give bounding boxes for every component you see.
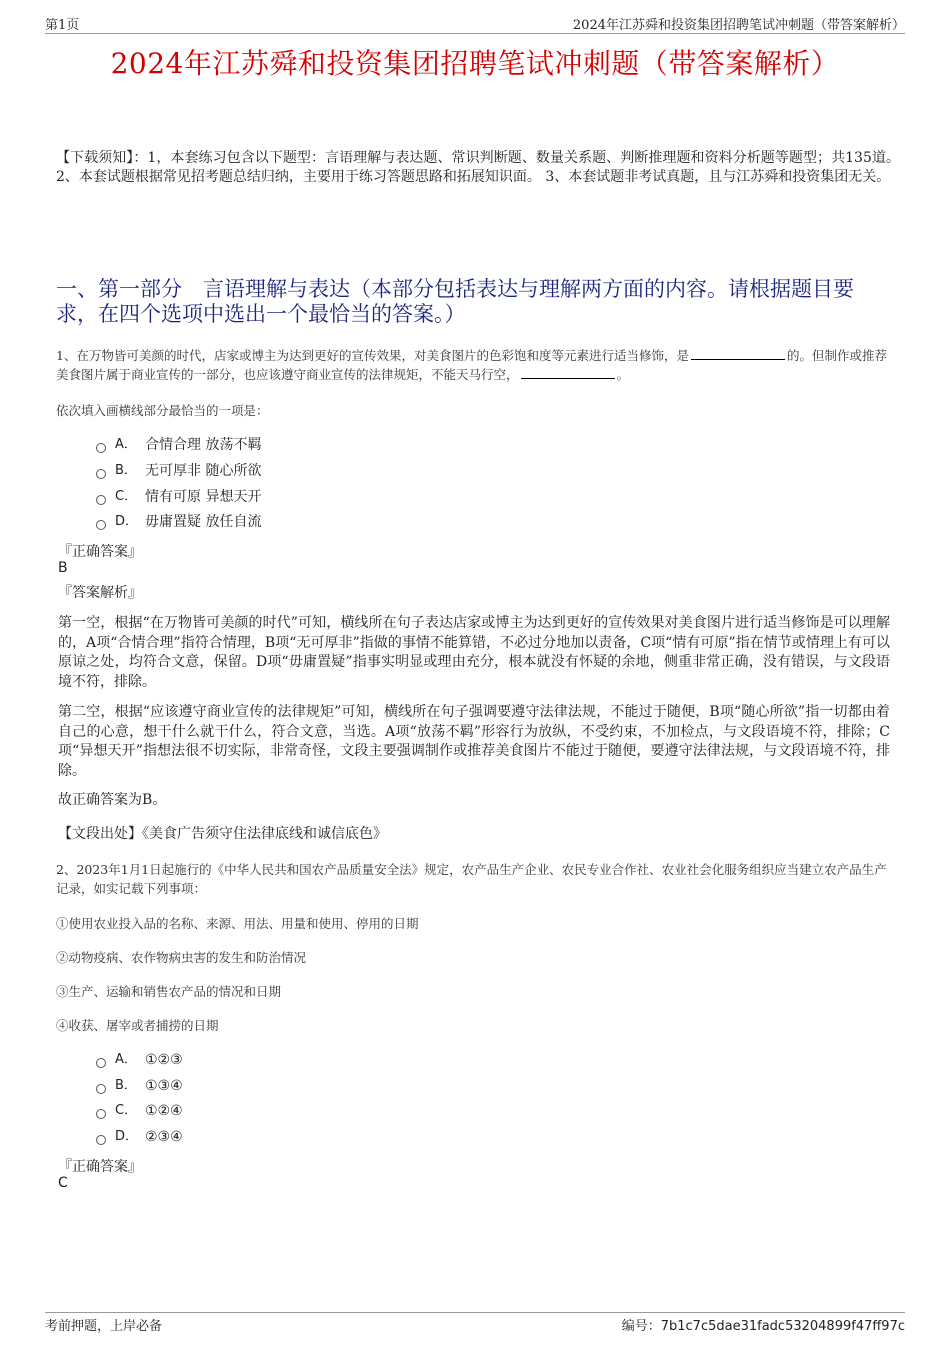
q2-option-c[interactable] xyxy=(96,1101,183,1121)
q1-stem-part1: 1、在万物皆可美颜的时代，店家或博主为达到更好的宣传效果，对美食图片的色彩饱和度等元素进行适当修饰，是 xyxy=(56,348,689,363)
radio-icon[interactable] xyxy=(96,1084,106,1094)
running-title: 2024年江苏舜和投资集团招聘笔试冲刺题（带答案解析） xyxy=(572,18,905,33)
code-value: 7b1c7c5dae31fadc53204899f47ff97c xyxy=(660,1319,905,1334)
option-key: D． xyxy=(115,514,139,529)
q2-item-2: ②动物疫病、农作物病虫害的发生和防治情况 xyxy=(56,950,307,965)
footer-slogan: 考前押题，上岸必备 xyxy=(45,1319,163,1334)
q1-source: 【文段出处】《美食广告须守住法律底线和诚信底色》 xyxy=(58,826,387,842)
q2-item-4: ④收获、屠宰或者捕捞的日期 xyxy=(56,1018,219,1033)
header-divider xyxy=(45,33,905,34)
q1-stem-part3: 。 xyxy=(616,367,630,382)
q1-conclusion: 故正确答案为B。 xyxy=(58,792,167,808)
q1-option-c[interactable] xyxy=(96,487,261,507)
option-key: B． xyxy=(115,463,137,478)
option-text: 无可厚非 随心所欲 xyxy=(145,463,262,479)
radio-icon[interactable] xyxy=(96,520,106,530)
radio-icon[interactable] xyxy=(96,495,106,505)
q1-analysis-label: 『答案解析』 xyxy=(58,585,142,601)
q1-option-a[interactable] xyxy=(96,435,261,455)
footer-code xyxy=(622,1315,905,1334)
q1-answer: B xyxy=(58,560,68,576)
option-key: A． xyxy=(115,437,137,452)
q2-item-1: ①使用农业投入品的名称、来源、用法、用量和使用、停用的日期 xyxy=(56,916,419,931)
section-1-title: 一、第一部分 言语理解与表达（本部分包括表达与理解两方面的内容。请根据题目要求，在四个选项中选出一个最恰当的答案。） xyxy=(56,277,854,326)
q1-option-d[interactable] xyxy=(96,512,261,532)
q1-stem-part2: 的。但制作或推荐美食图片属于商业宣传的一部分，也应该遵守商业宣传的法律规矩，不能天马行空， xyxy=(56,348,887,382)
q2-answer: C xyxy=(58,1175,68,1191)
q1-blank-1 xyxy=(691,347,785,360)
option-text: ①③④ xyxy=(145,1078,183,1094)
option-text: ②③④ xyxy=(145,1129,183,1145)
radio-icon[interactable] xyxy=(96,469,106,479)
q2-option-b[interactable] xyxy=(96,1076,183,1096)
q2-item-3: ③生产、运输和销售农产品的情况和日期 xyxy=(56,984,282,999)
option-text: ①②③ xyxy=(145,1052,183,1068)
code-label: 编号： xyxy=(621,1319,661,1334)
option-key: A． xyxy=(115,1052,137,1067)
radio-icon[interactable] xyxy=(96,443,106,453)
option-text: 毋庸置疑 放任自流 xyxy=(145,514,262,530)
q2-answer-label: 『正确答案』 xyxy=(58,1159,142,1175)
option-text: 情有可原 异想天开 xyxy=(145,489,262,505)
option-text: ①②④ xyxy=(145,1103,183,1119)
q2-stem: 2、2023年1月1日起施行的《中华人民共和国农产品质量安全法》规定，农产品生产企业、农民专业合作社、农业社会化服务组织应当建立农产品生产记录，如实记载下列事项： xyxy=(56,862,887,896)
q2-option-a[interactable] xyxy=(96,1050,183,1070)
q1-answer-label: 『正确答案』 xyxy=(58,544,142,560)
radio-icon[interactable] xyxy=(96,1109,106,1119)
download-notice: 【下载须知】：1，本套练习包含以下题型：言语理解与表达题、常识判断题、数量关系题、判断推理题和资料分析题等题型；共135道。 2、本套试题根据常见招考题总结归纳，主要用于练习答题思路和拓展知识面。 3、本套试题非考试真题，且与江苏舜和投资集团无关。 xyxy=(56,150,900,185)
option-key: D． xyxy=(115,1129,139,1144)
document-title: 2024年江苏舜和投资集团招聘笔试冲刺题（带答案解析） xyxy=(110,47,840,80)
radio-icon[interactable] xyxy=(96,1058,106,1068)
option-text: 合情合理 放荡不羁 xyxy=(145,437,262,453)
option-key: B． xyxy=(115,1078,137,1093)
q1-blank-2 xyxy=(521,366,615,379)
q1-stem xyxy=(56,346,890,384)
option-key: C． xyxy=(115,1103,138,1118)
option-key: C． xyxy=(115,489,138,504)
page-number: 第1页 xyxy=(45,18,80,33)
q1-analysis-2: 第二空，根据“应该遵守商业宣传的法律规矩”可知，横线所在句子强调要遵守法律法规，不能过于随便，B项“随心所欲”指一切都由着自己的心意，想干什么就干什么，符合文意，当选。A项“放荡不羁”形容行为放纵，不受约束，不加检点，与文段语境不符，排除；C项“异想天开”指想法很不切实际，非常奇怪，文段主要强调制作或推荐美食图片不能过于随便，要遵守法律法规，与文段语境不符，排除。 xyxy=(58,704,890,779)
q1-prompt: 依次填入画横线部分最恰当的一项是： xyxy=(56,403,269,418)
q1-analysis-1: 第一空，根据“在万物皆可美颜的时代”可知，横线所在句子表达店家或博主为达到更好的宣传效果对美食图片进行适当修饰是可以理解的，A项“合情合理”指符合情理，B项“无可厚非”指做的事情不能算错，不必过分地加以责备，C项“情有可原”指在情节或情理上有可以原谅之处，均符合文意，保留。D项“毋庸置疑”指事实明显或理由充分，根本就没有怀疑的余地，侧重非常正确，没有错误，与文段语境不符，排除。 xyxy=(58,615,890,690)
footer-divider xyxy=(45,1312,905,1313)
q2-option-d[interactable] xyxy=(96,1127,183,1147)
radio-icon[interactable] xyxy=(96,1135,106,1145)
q1-option-b[interactable] xyxy=(96,461,261,481)
